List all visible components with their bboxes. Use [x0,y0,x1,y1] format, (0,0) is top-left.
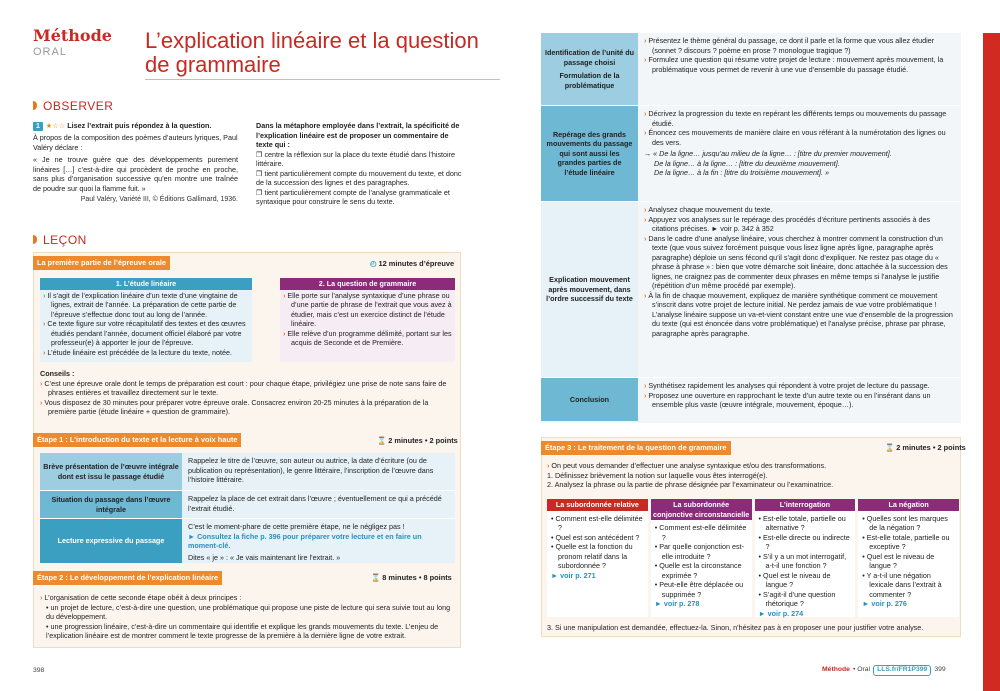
list-item: • Est-elle directe ou indirecte ? [758,532,850,551]
list-item: › Il s’agit de l’explication linéaire d’un texte d’une vingtaine de lignes, extrait de l’année. La préparation de cette partie de l’épreuve s’effectue donc tout au long de l’année. [43,291,249,320]
exercise-number: 1 [33,122,43,131]
linear-study-card [40,278,252,362]
grammar-column: La subordonnée conjonctive circonstancielle • Comment est-elle délimitée ? • Par quelle conjonction est-elle introduite ? • Quelle est la circonstance exprimée ? • Peut-elle être déplacée ou supprimée ? ► voir p. 278 [651,499,752,617]
page-title: L’explication linéaire et la question de grammaire [145,28,479,78]
list-item: › Vous disposez de 30 minutes pour préparer votre épreuve orale. Consacrez environ 20-25 minutes à la préparation de la première partie (étude linéaire + question de grammaire). [40,398,455,417]
step3-title: Étape 3 : Le traitement de la question de grammaire [541,441,731,455]
lls-link[interactable]: LLS.fr/FR1P399 [873,665,931,676]
list-item: • Quel est son antécédent ? [551,532,640,542]
list-item: • Est-elle totale, partielle ou exceptive ? [862,532,950,551]
step3-time: ⌛ 2 minutes • 2 points [885,443,966,452]
page-link[interactable]: ► voir p. 274 [758,608,804,618]
list-item: • Est-elle totale, partielle ou alternative ? [758,513,846,532]
exercise-instruction: Lisez l’extrait puis répondez à la question. [67,121,212,130]
advice-title: Conseils : [40,369,75,378]
page-link[interactable]: ► voir p. 276 [862,599,907,608]
grammar-columns [547,499,959,617]
step3-final: 3. Si une manipulation est demandée, effectuez-la. Sinon, n’hésitez pas à en proposer une pour justifier votre analyse. [547,623,924,632]
hourglass-icon: ⌛ [885,443,895,452]
step1-time: ⌛ 2 minutes • 2 points [377,436,458,445]
choice-item: ❒ tient particulièrement compte du mouvement du texte, et donc de la succession des lignes et des paragraphes. [256,168,462,187]
table-row: Repérage des grands mouvements du passage qui sont aussi les grandes parties de l’étude linéaire › Décrivez la progression du texte en repérant les différents temps ou mouvements du passage étudié. › Énoncez ces mouvements de manière claire en vous référant à la numérotation des lignes ou des vers. → « De la ligne… jusqu’au milieu de la ligne… : [titre du premier mouvement]. De la ligne… à la ligne… : [titre du deuxième mouvement]. De la ligne… à la fin : [titre du troisième mouvement]. » [541,106,961,202]
list-item: • Comment est-elle délimitée ? [654,523,747,542]
list-item: • Peut-elle être déplacée ou supprimée ? [654,580,744,599]
choice-item: ❒ centre la réflexion sur la place du texte étudié dans l’histoire littéraire. [256,149,456,168]
page-link[interactable]: ► voir p. 271 [551,570,596,580]
footer-method: Méthode [822,666,850,673]
observe-left-column [33,121,238,204]
hourglass-icon: ⌛ [377,436,387,445]
step3-intro-block: › On peut vous demander d’effectuer une analyse syntaxique et/ou des transformations. 1. Définissez brièvement la notion sur laquelle vous êtes interrogé(e). 2. Analysez la phrase ou la partie de phrase désignée par l’examinateur ou l’examinatrice. [547,461,957,490]
list-item: • Quelle est la fonction du pronom relatif dans la subordonnée ? [551,542,633,570]
exercise-question: Dans la métaphore employée dans l’extrait, la spécificité de l’explication linéaire est de proposer un commentaire de texte qui : [256,121,460,149]
oral-label: ORAL [33,46,67,58]
quote-source: Paul Valéry, Variété III, © Éditions Gallimard, 1936. [80,196,238,204]
grammar-column: La négation • Quelles sont les marques de la négation ? • Est-elle totale, partielle ou exceptive ? • Quel est le niveau de langue ? • Y a-t-il une négation lexicale dans l’extrait à commenter ? ► voir p. 276 [858,499,959,617]
list-item: › L’étude linéaire est précédée de la lecture du texte, notée. [43,348,249,358]
list-item: • Par quelle conjonction est-elle introduite ? [654,542,744,561]
part1-time: ◴ 12 minutes d’épreuve [370,259,455,268]
list-item: • Quel est le niveau de langue ? [758,570,831,589]
footer-right [822,665,946,676]
table-row: Conclusion › Synthétisez rapidement les analyses qui répondent à votre projet de lecture du passage. › Proposez une ouverture en rapprochant le texte d’un autre texte ou en l’insérant dans un ensemble plus vaste (œuvre intégrale, mouvement, époque…). [541,378,961,421]
list-item: • Y a-t-il une négation lexicale dans l’extrait à commenter ? [862,570,942,599]
page-link[interactable]: ► voir p. 278 [654,599,700,608]
side-tab [983,33,1000,691]
method-label: Méthode [33,26,112,45]
footer-oral: • Oral [852,666,871,673]
grammar-card [280,278,455,362]
list-item: › Elle relève d’un programme délimité, portant sur les acquis de Seconde et de Première. [283,329,452,348]
difficulty-stars-icon: ★☆☆ [45,121,66,130]
linear-study-title: 1. L’étude linéaire [40,278,252,290]
step1-title: Étape 1 : L’introduction du texte et la lecture à voix haute [33,433,241,447]
step1-table [40,453,455,565]
observe-right-column [256,121,462,207]
checkbox-icon[interactable]: ❒ [256,168,263,178]
clock-icon: ◴ [370,259,377,268]
table-row: Brève présentation de l’œuvre intégrale dont est issu le passage étudié Rappelez le titre de l’œuvre, son auteur ou autrice, la date d’écriture (ou de publication ou représentation), le genre littéraire, l’inscription de l’œuvre dans l’histoire littéraire. [40,453,455,491]
grammar-column: L’interrogation • Est-elle totale, partielle ou alternative ? • Est-elle directe ou indirecte ? • S’il y a un mot interrogatif, a-t-il une fonction ? • Quel est le niveau de langue ? • S’agit-il d’une question rhétorique ? ► voir p. 274 [755,499,856,617]
list-item: • S’il y a un mot interrogatif, a-t-il une fonction ? [758,551,847,570]
advice-block [40,369,455,417]
list-item: › Elle porte sur l’analyse syntaxique d’une phrase ou d’une partie de phrase de l’extrait que vous avez à étudier, mais c’est un exercice distinct de l’étude linéaire. [283,291,452,329]
list-item: › C’est une épreuve orale dont le temps de préparation est court : pour chaque étape, privilégiez une prise de note sans faire de phrases entières et travaillez directement sur le texte. [40,379,455,398]
list-item: • Quelles sont les marques de la négation ? [862,513,948,532]
consult-sheet-link[interactable]: ► Consultez la fiche p. 396 pour préparer votre lecture et en faire un moment-clé. [188,531,422,550]
title-divider [145,79,500,80]
page-number-right: 399 [934,666,946,673]
table-row: Lecture expressive du passage C’est le moment-phare de cette première étape, ne le négligez pas ! ► Consultez la fiche p. 396 pour préparer votre lecture et en faire un moment-clé. Dites « je » : « Je vais maintenant lire l’extrait. » [40,519,455,563]
exercise-quote: « Je ne trouve guère que des développements purement linéaires […] c’est-à-dire qui procèdent de proche en proche, sans plus d’organisation successive qu’en montre une traînée de poudre sur quoi la flamme fuit. » [33,155,238,193]
hourglass-icon: ⌛ [371,573,381,582]
exercise-intro: À propos de la composition des poèmes d’auteurs lyriques, Paul Valéry déclare : [33,133,238,152]
choice-item: ❒ tient particulièrement compte de l’analyse grammaticale et syntaxique pour construire le sens du texte. [256,187,450,206]
step2-title: Étape 2 : Le développement de l’explication linéaire [33,571,222,585]
lesson-heading: LEÇON [33,233,87,249]
step2-content: › L’organisation de cette seconde étape obéit à deux principes : • un projet de lecture, c’est-à-dire une question, une problématique qui propose une piste de lecture qui sera suivie tout au long du développement. • une progression linéaire, c’est-à-dire un commentaire qui identifie et explique les grands mouvements du texte. L’enjeu de l’explication linéaire est de montrer comment le texte progresse de la première à la dernière ligne de votre extrait. [40,593,455,641]
part1-title: La première partie de l’épreuve orale [33,256,170,270]
step2-time: ⌛ 8 minutes • 8 points [371,573,452,582]
list-item: • Quel est le niveau de langue ? [862,551,935,570]
list-item: › Ce texte figure sur votre récapitulatif des textes et des œuvres étudiés pendant l’année, document officiel élaboré par votre professeur(e) à apporter le jour de l’épreuve. [43,319,249,348]
table-row: Identification de l’unité du passage choisi Formulation de la problématique › Présentez le thème général du passage, ce dont il parle et la forme que vous allez étudier (sonnet ? discours ? poème en prose ? monologue tragique ?) › Formulez une question qui résume votre projet de lecture : mouvement après mouvement, la problématique vous permet de revenir à une vue d’ensemble du passage étudié. [541,33,961,106]
grammar-column: La subordonnée relative • Comment est-elle délimitée ? • Quel est son antécédent ? • Quelle est la fonction du pronom relatif dans la subordonnée ? ► voir p. 271 [547,499,648,617]
table-row: Situation du passage dans l’œuvre intégrale Rappelez la place de cet extrait dans l’œuvre ; éventuellement ce qui a précédé l’extrait étudié. [40,491,455,519]
observe-heading: OBSERVER [33,99,113,115]
checkbox-icon[interactable]: ❒ [256,149,263,159]
explication-table [541,33,961,423]
grammar-card-title: 2. La question de grammaire [280,278,455,290]
list-item: • Comment est-elle délimitée ? [551,513,643,532]
table-row: Explication mouvement après mouvement, dans l’ordre successif du texte › Analysez chaque mouvement du texte. › Appuyez vos analyses sur le repérage des procédés d’écriture pertinents associés à des citations précises. ► voir p. 342 à 352 › Dans le cadre d’une analyse linéaire, vous cherchez à montrer comment la construction d’un texte (que vous suivez forcément puisque vous lisez ligne après ligne, paragraphe après paragraphe) déploie un sens fécond qu’il s’agit donc d’expliquer. Ne restez pas otage du « phrase à phrase » : bien que votre démarche soit linéaire, donc attachée à la succession des lignes, ne craignez pas de commenter deux phrases en même temps si l’analyse le justifie (répétition d’un même procédé par exemple). › À la fin de chaque mouvement, expliquez de manière synthétique comment ce mouvement s’inscrit dans votre projet de lecture initial. Ne perdez jamais de vue votre problématique ! L’analyse linéaire suppose un va-et-vient constant entre une vue d’ensemble de la progression du texte (qui est énoncée dans votre problématique) et l’analyse précise, phrase par phrase, paragraphe après paragraphe. [541,202,961,378]
checkbox-icon[interactable]: ❒ [256,187,263,197]
page-number-left: 398 [33,667,45,674]
list-item: • Quelle est la circonstance exprimée ? [654,561,742,580]
list-item: • S’agit-il d’une question rhétorique ? [758,589,836,608]
